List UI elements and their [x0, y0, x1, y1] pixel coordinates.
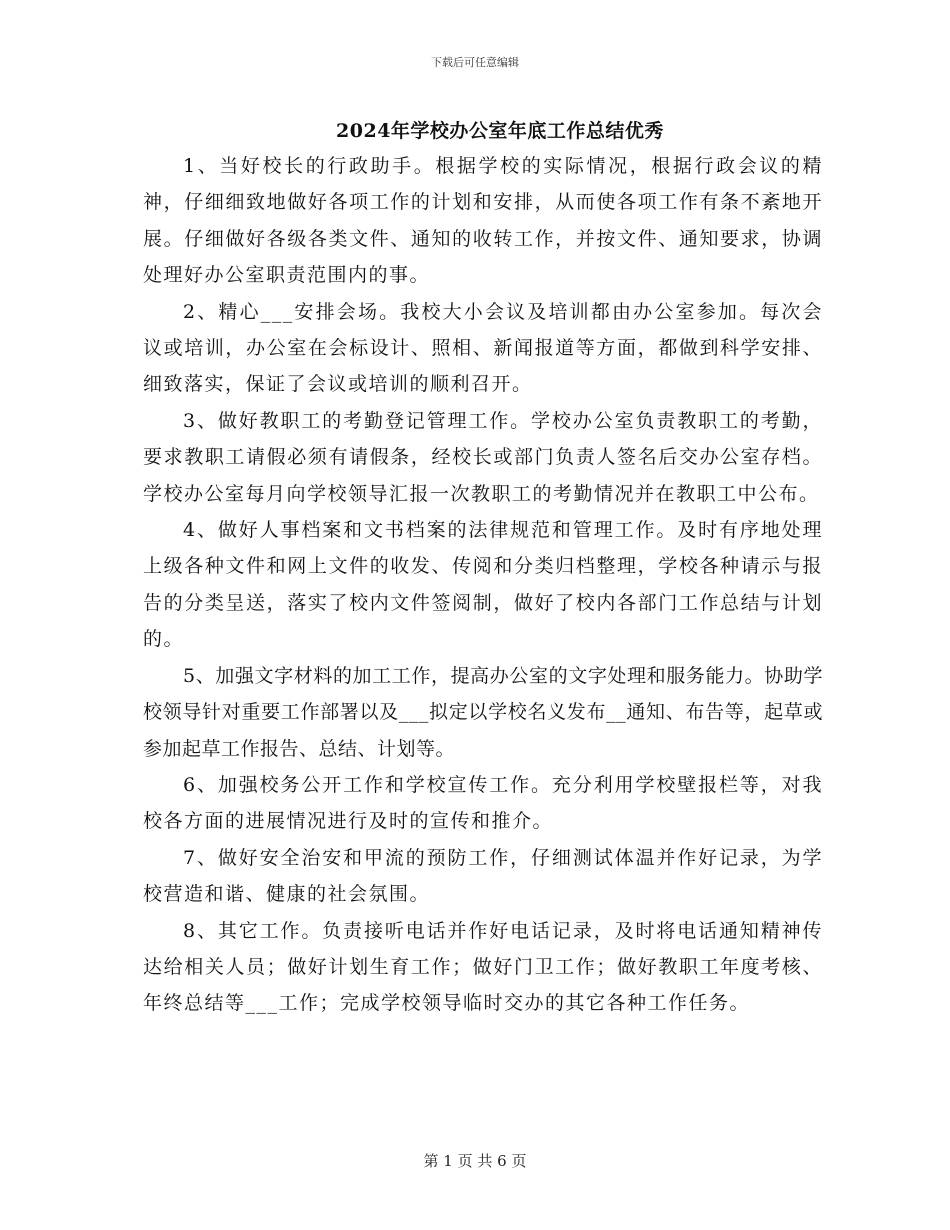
paragraph-7: 7、做好安全治安和甲流的预防工作，仔细测试体温并作好记录，为学校营造和谐、健康的社会氛围。 — [143, 846, 823, 906]
page-header-note: 下载后可任意编辑 — [431, 56, 519, 69]
paragraph-2: 2、精心___安排会场。我校大小会议及培训都由办公室参加。每次会议或培训，办公室在会标设计、照相、新闻报道等方面，都做到科学安排、细致落实，保证了会议或培训的顺利召开。 — [143, 300, 823, 396]
paragraph-4: 4、做好人事档案和文书档案的法律规范和管理工作。及时有序地处理上级各种文件和网上文件的收发、传阅和分类归档整理，学校各种请示与报告的分类呈送，落实了校内文件签阅制，做好了校内各部门工作总结与计划的。 — [143, 519, 823, 651]
paragraph-6: 6、加强校务公开工作和学校宣传工作。充分利用学校壁报栏等，对我校各方面的进展情况进行及时的宣传和推介。 — [143, 773, 823, 833]
paragraph-1: 1、当好校长的行政助手。根据学校的实际情况，根据行政会议的精神，仔细细致地做好各项工作的计划和安排，从而使各项工作有条不紊地开展。仔细做好各级各类文件、通知的收转工作，并按文件、通知要求，协调处理好办公室职责范围内的事。 — [143, 155, 823, 287]
document-body — [143, 148, 823, 1022]
paragraph-8: 8、其它工作。负责接听电话并作好电话记录，及时将电话通知精神传达给相关人员；做好计划生育工作；做好门卫工作；做好教职工年度考核、年终总结等___工作；完成学校领导临时交办的其它各种工作任务。 — [143, 919, 823, 1015]
paragraph-3: 3、做好教职工的考勤登记管理工作。学校办公室负责教职工的考勤，要求教职工请假必须有请假条，经校长或部门负责人签名后交办公室存档。学校办公室每月向学校领导汇报一次教职工的考勤情况并在教职工中公布。 — [143, 409, 823, 505]
paragraph-5: 5、加强文字材料的加工工作，提高办公室的文字处理和服务能力。协助学校领导针对重要工作部署以及___拟定以学校名义发布__通知、布告等，起草或参加起草工作报告、总结、计划等。 — [143, 664, 823, 760]
document-title: 2024年学校办公室年底工作总结优秀 — [336, 120, 664, 142]
page-number-footer: 第 1 页 共 6 页 — [423, 1152, 527, 1170]
